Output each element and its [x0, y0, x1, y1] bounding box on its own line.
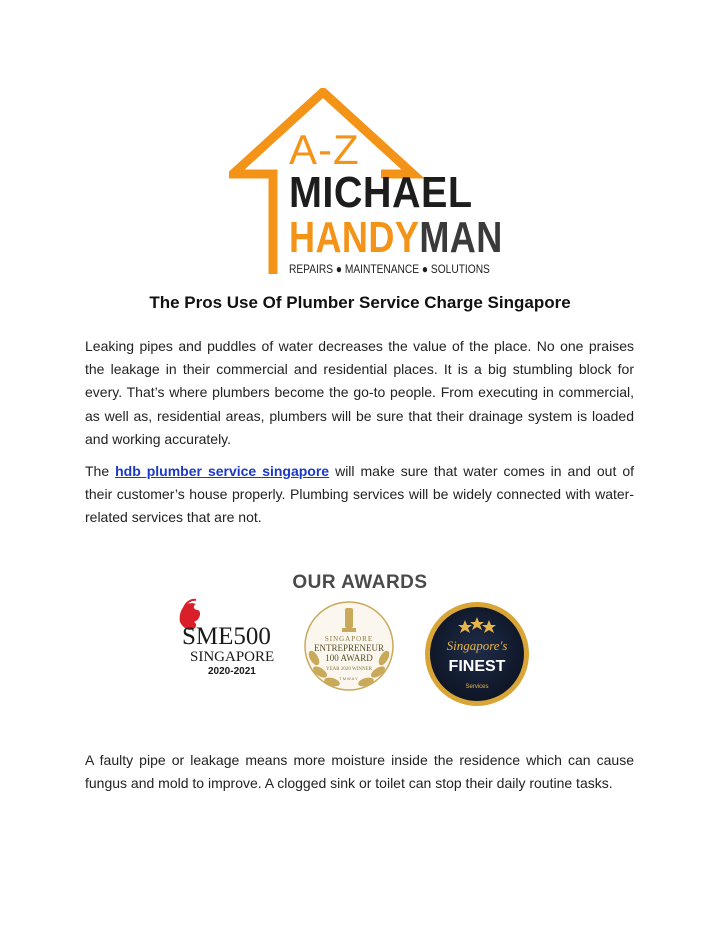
paragraph-closing: A faulty pipe or leakage means more moisture inside the residence which can cause fungus and mold to improve. A clogged sink or toilet can stop their daily routine tasks.	[85, 752, 634, 792]
paragraph-link	[85, 460, 634, 530]
entrepreneur-line1: SINGAPORE	[324, 635, 374, 643]
finest-line3: Services	[465, 684, 489, 690]
paragraph-intro: Leaking pipes and puddles of water decreases the value of the place. No one praises the leakage in their commercial and residential places. It is a big stumbling block for every. That’s where plumbers become the go-to people. From executing in commercial, as well as, residential areas, plumbers will be sure that their drainage system is loaded and working accurately.	[85, 338, 634, 447]
entrepreneur-line4: YEAR 2020 WINNER	[325, 667, 373, 672]
paragraph-link-after: will make sure that water comes in and out of their customer’s house properly. Plumbing services will be widely connected with water-related services that are not.	[85, 463, 634, 526]
sme500-award-badge	[174, 596, 286, 686]
logo-man-text: MAN	[419, 213, 503, 262]
logo-az-text: A-Z	[289, 126, 360, 173]
logo-handy-text: HANDY	[289, 213, 420, 262]
paragraph-link-before: The	[85, 463, 116, 479]
company-logo	[229, 88, 503, 278]
entrepreneur-100-award-badge	[298, 596, 400, 700]
awards-heading: OUR AWARDS	[292, 572, 428, 593]
page-title: The Pros Use Of Plumber Service Charge Singapore	[149, 293, 571, 312]
entrepreneur-line5: TMWAY	[339, 676, 359, 681]
finest-line1: Singapore's	[446, 638, 508, 653]
logo-handyman-text	[289, 213, 503, 263]
logo-michael-text: MICHAEL	[289, 168, 473, 217]
hdb-plumber-link[interactable]: hdb plumber service singapore	[115, 463, 330, 479]
entrepreneur-line3: 100 AWARD	[325, 653, 373, 663]
sme500-country: SINGAPORE	[190, 649, 275, 665]
sme500-title: SME500	[182, 623, 271, 650]
logo-tagline: REPAIRS ● MAINTENANCE ● SOLUTIONS	[289, 262, 490, 276]
singapores-finest-award-badge	[423, 600, 531, 708]
entrepreneur-line2: ENTREPRENEUR	[313, 643, 385, 653]
finest-line2: FINEST	[448, 658, 506, 675]
sme500-year: 2020-2021	[208, 666, 256, 677]
